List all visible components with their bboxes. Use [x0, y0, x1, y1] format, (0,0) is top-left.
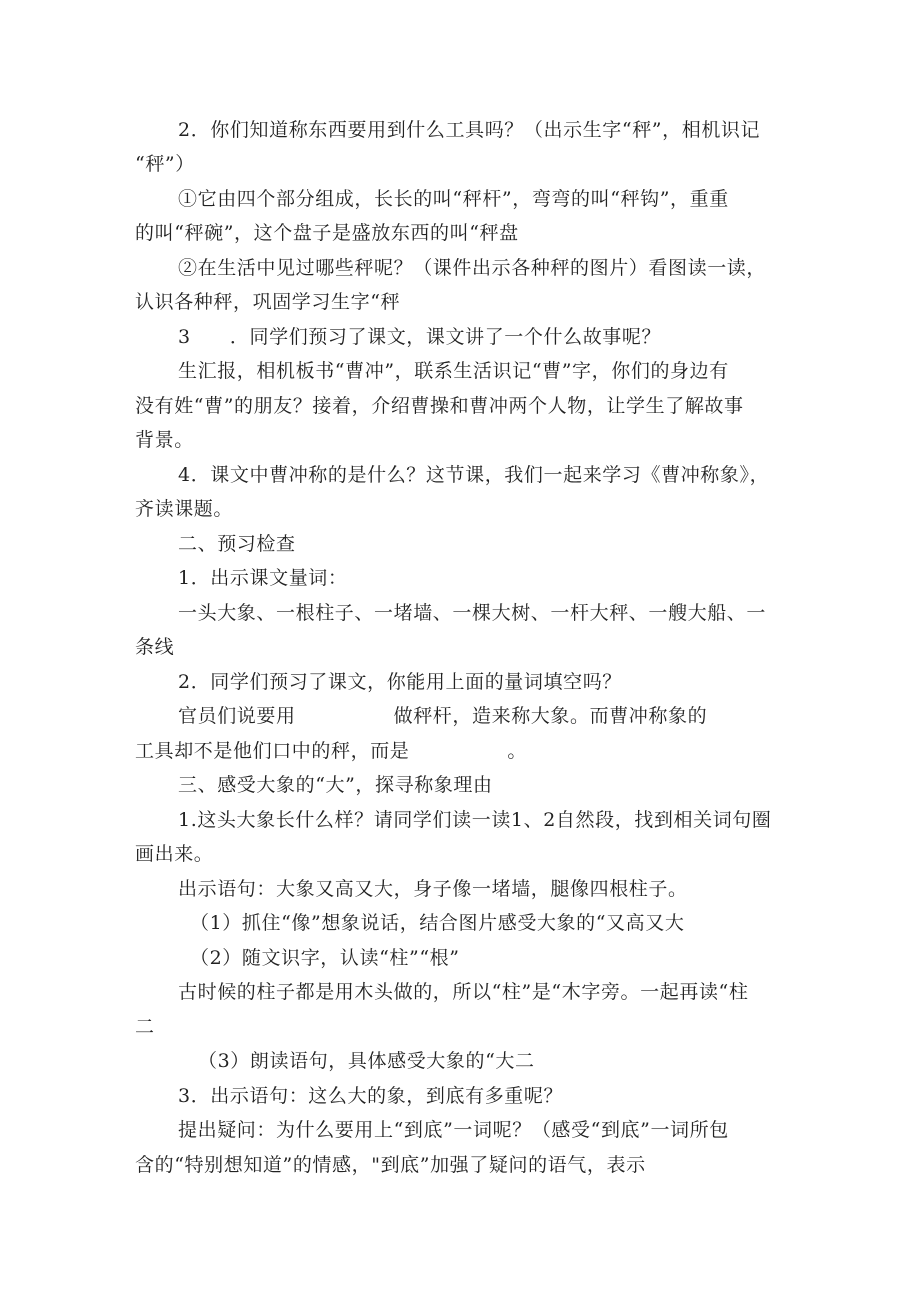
text-line-24: （1）抓住“像”想象说话，结合图片感受大象的“又高又大 — [190, 912, 685, 934]
text-line-16: 条线 — [135, 636, 175, 658]
text-line-2: “秤”） — [135, 153, 195, 175]
text-line-29: 3．出示语句：这么大的象，到底有多重呢？ — [178, 1085, 564, 1107]
text-line-22: 画出来。 — [135, 843, 214, 865]
text-line-9: 没有姓“曹”的朋友？接着，介绍曹操和曹冲两个人物，让学生了解故事 — [135, 395, 744, 417]
text-line-28: （3）朗读语句，具体感受大象的“大二 — [198, 1050, 535, 1072]
text-line-21: 1.这头大象长什么样？请同学们读一读1、2自然段，找到相关词句圈 — [178, 809, 772, 831]
text-line-15: 一头大象、一根柱子、一堵墙、一棵大树、一杆大秤、一艘大船、一 — [178, 602, 767, 624]
text-line-19: 工具却不是他们口中的秤，而是 。 — [135, 740, 528, 762]
text-line-7: 3 ．同学们预习了课文，课文讲了一个什么故事呢？ — [178, 326, 662, 348]
text-line-1: 2．你们知道称东西要用到什么工具吗？（出示生字“秤”，相机识记 — [178, 119, 761, 141]
text-line-27: 二 — [135, 1016, 155, 1038]
text-line-11: 4．课文中曹冲称的是什么？这节课，我们一起来学习《曹冲称象》， — [178, 464, 770, 486]
text-line-17: 2．同学们预习了课文，你能用上面的量词填空吗？ — [178, 671, 622, 693]
text-line-14: 1．出示课文量词： — [178, 567, 348, 589]
text-line-4: 的叫“秤碗”，这个盘子是盛放东西的叫“秤盘 — [135, 222, 519, 244]
section-heading-3: 三、感受大象的“大”，探寻称象理由 — [178, 774, 493, 796]
text-line-30: 提出疑问：为什么要用上“到底”一词呢？（感受“到底”一词所包 — [178, 1119, 729, 1141]
text-line-3: ①它由四个部分组成，长长的叫“秤杆”，弯弯的叫“秤钩”，重重 — [178, 188, 729, 210]
text-line-5: ②在生活中见过哪些秤呢？（课件出示各种秤的图片）看图读一读， — [178, 257, 767, 279]
text-line-12: 齐读课题。 — [135, 498, 234, 520]
text-line-8: 生汇报，相机板书“曹冲”，联系生活识记“曹”字，你们的身边有 — [178, 360, 729, 382]
text-line-25: （2）随文识字，认读“柱”“根” — [190, 947, 460, 969]
text-line-6: 认识各种秤，巩固学习生字“秤 — [135, 291, 401, 313]
text-line-26: 古时候的柱子都是用木头做的，所以“柱”是“木字旁。一起再读“柱 — [178, 981, 749, 1003]
text-line-23: 出示语句：大象又高又大，身子像一堵墙，腿像四根柱子。 — [178, 878, 688, 900]
text-line-31: 含的“特别想知道”的情感，"到底”加强了疑问的语气，表示 — [135, 1154, 646, 1176]
text-line-18: 官员们说要用 做秤杆，造来称大象。而曹冲称象的 — [178, 705, 708, 727]
text-line-10: 背景。 — [135, 429, 194, 451]
section-heading-2: 二、预习检查 — [178, 533, 296, 555]
